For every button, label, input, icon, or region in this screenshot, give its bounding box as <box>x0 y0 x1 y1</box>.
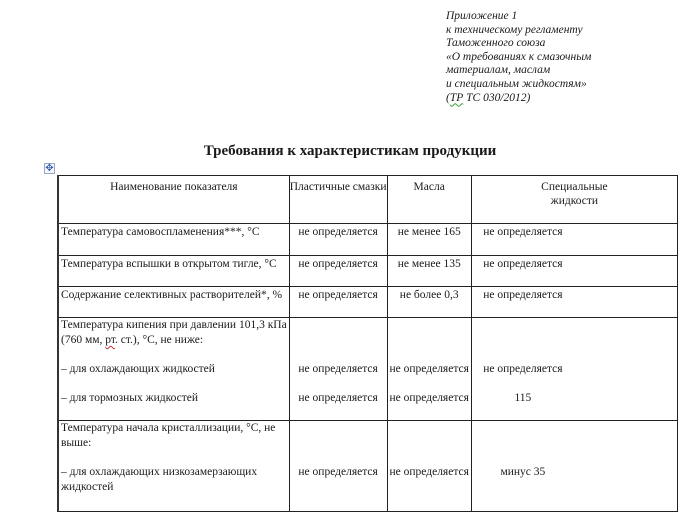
cell-value: не менее 165 <box>387 224 471 256</box>
indicator-name: Температура самовоспламенения***, °С <box>58 224 289 256</box>
spellcheck-word[interactable]: рт <box>105 334 116 346</box>
header-indicator: Наименование показателя <box>58 176 289 224</box>
cell-value: не определяется <box>289 224 387 256</box>
cell-value: не определяется не определяется <box>289 318 387 421</box>
cell-value: не определяется <box>289 256 387 287</box>
cell-value: не определяется не определяется <box>387 318 471 421</box>
cell-value: не определяется <box>387 421 471 512</box>
page-title: Требования к характеристикам продукции <box>203 143 497 159</box>
header-greases: Пластичные смазки <box>289 176 387 224</box>
cell-value: не более 0,3 <box>387 287 471 318</box>
sub-indicator: – для тормозных жидкостей <box>61 392 199 404</box>
appendix-header <box>446 10 591 105</box>
table-row <box>58 318 677 421</box>
appendix-line: Приложение 1 <box>446 10 518 22</box>
indicator-name: Содержание селективных растворителей*, % <box>58 287 289 318</box>
appendix-line: материалам, маслам <box>446 64 551 77</box>
table-row <box>58 421 677 512</box>
indicator-name: Температура начала кристаллизации, °С, не выше: – для охлаждающих низкозамерзающих жидкостей <box>58 421 289 512</box>
sub-indicator: – для охлаждающих жидкостей <box>61 363 215 375</box>
appendix-line: к техническому регламенту <box>446 23 583 36</box>
sub-indicator: жидкостей <box>61 481 114 493</box>
table-header-row <box>58 176 677 224</box>
sub-indicator: – для охлаждающих низкозамерзающих <box>61 466 258 478</box>
table-move-icon[interactable]: ✥ <box>45 163 54 174</box>
appendix-line: «О требованиях к смазочным <box>446 50 592 63</box>
requirements-table <box>57 175 678 512</box>
cell-value: не определяется <box>289 287 387 318</box>
appendix-line: и специальным жидкостям» <box>446 77 587 90</box>
header-special-fluids: Специальные жидкости <box>471 176 677 224</box>
header-oils: Масла <box>387 176 471 224</box>
cell-value: не определяется <box>471 287 677 318</box>
indicator-name: Температура кипения при давлении 101,3 кПа (760 мм, рт. ст.), °С, не ниже: – для охлаждающих жидкостей – для тормозных жидкостей <box>58 318 289 421</box>
cell-value: не определяется <box>471 256 677 287</box>
appendix-line: Таможенного союза <box>446 37 546 50</box>
table-row <box>58 224 677 256</box>
table-row <box>58 256 677 287</box>
cell-value: не определяется <box>471 224 677 256</box>
spellcheck-word[interactable]: ТР <box>449 91 464 104</box>
cell-value: не определяется <box>289 421 387 512</box>
cell-value: не менее 135 <box>387 256 471 287</box>
cell-value: минус 35 <box>471 421 677 512</box>
appendix-code: (ТР ТС 030/2012) <box>446 91 531 104</box>
indicator-name: Температура вспышки в открытом тигле, °С <box>58 256 289 287</box>
cell-value: не определяется 115 <box>471 318 677 421</box>
table-row <box>58 287 677 318</box>
